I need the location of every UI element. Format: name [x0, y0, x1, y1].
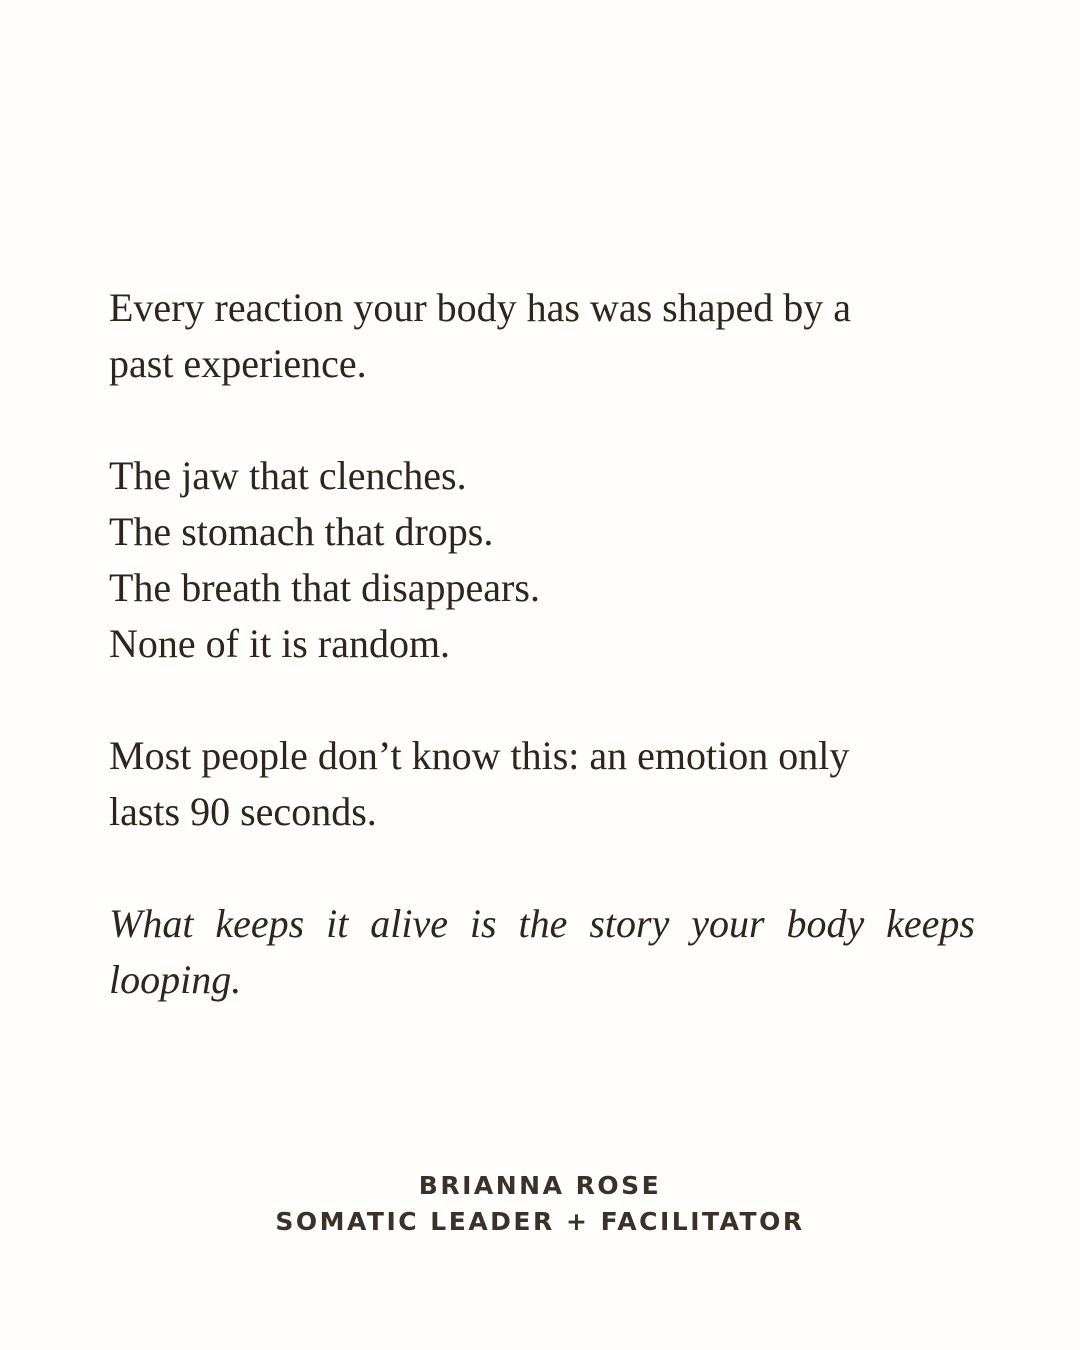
quote-line: past experience.	[109, 341, 367, 386]
quote-line: lasts 90 seconds.	[109, 789, 377, 834]
quote-line: Every reaction your body has was shaped by a	[109, 285, 851, 330]
quote-paragraph-3	[109, 728, 975, 840]
quote-line: The jaw that clenches.	[109, 453, 467, 498]
quote-line: The breath that disappears.	[109, 565, 540, 610]
quote-paragraph-2	[109, 448, 975, 672]
author-title: SOMATIC LEADER + FACILITATOR	[275, 1207, 805, 1236]
quote-line: The stomach that drops.	[109, 509, 494, 554]
quote-paragraph-1	[109, 280, 975, 392]
quote-paragraph-4-italic: What keeps it alive is the story your body keeps looping.	[109, 901, 975, 1002]
quote-text-block	[109, 280, 975, 1008]
signature-block	[0, 1168, 1080, 1240]
author-name: BRIANNA ROSE	[418, 1171, 662, 1200]
quote-line: Most people don’t know this: an emotion only	[109, 733, 850, 778]
quote-line: None of it is random.	[109, 621, 451, 666]
